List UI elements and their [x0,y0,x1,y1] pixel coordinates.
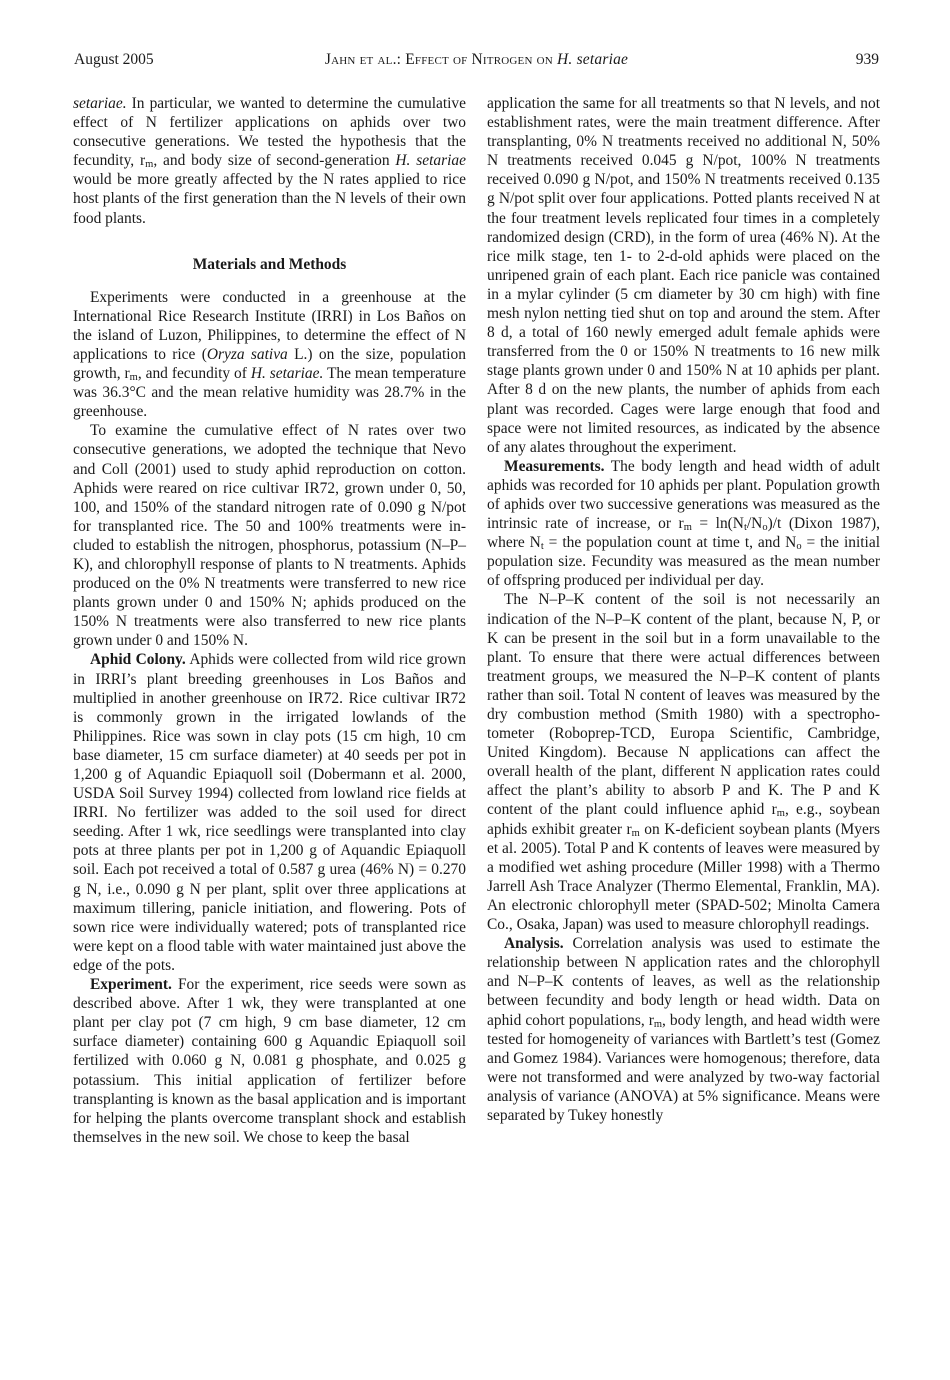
npk-text-c: on K-deficient soybean plants (Myers et al. 2005). Total P and K contents of leaves were measured by a modified wet ashing procedure (Miller 1998) with a Thermo Jarrell Ash Trace Analyzer (Thermo Elemental, Franklin, MA). An electronic chlorophyll meter (SPAD-502; Minolta Camera Co., Osaka, Japan) was used to measure chlorophyll readings. [487,820,880,934]
header-date: August 2005 [74,51,154,68]
measurements-heading: Measurements. [504,457,605,475]
measurements-sub-o1: o [762,522,768,534]
aphid-colony-text: Aphids were collected from wild rice grown in IRRI’s plant breeding greenhouses in Los Baños and multiplied in another greenhouse on IR72. Rice cultivar IR72 is commonly grown in the irrigated lowlands of the Philippines. Rice was sown in clay pots (15 cm high, 10 cm base diameter, 15 cm surface diameter) at 40 seeds per pot in 1,200 g of Aquandic Epiaquoll soil (Dobermann et al. 2000, USDA Soil Survey 1994) collected from lowland rice fields at IRRI. No fertilizer was added to the soil used for direct seeding. After 1 wk, rice seedlings were transplanted into clay pots at three plants per pot in 1,200 g of Aquandic Epiaquoll soil. Each pot received a total of 0.587 g urea (46% N) = 0.270 g N, i.e., 0.090 g N per plant, split over three applications at maximum tillering, panicle initiation, and flowering. Pots of sown rice were individually watered; pots of transplanted rice were kept on a flood table with water maintained just above the edge of the pots. [73,651,466,974]
measurements-text-c: /N [746,515,763,533]
section-heading-materials-methods: Materials and Methods [192,255,347,273]
header-authors: Jahn et al.: Effect of Nitrogen on [324,51,558,68]
methods-p1-text-c: , and fecundity of [137,365,251,383]
header-species: H. setariae [557,51,629,68]
intro-italic-start: setariae. [73,95,127,112]
intro-italic-species: H. setariae [395,152,466,170]
intro-paragraph [73,94,466,228]
measurements-text-b: = ln(N [691,515,744,533]
methods-p1-text-b: L.) on the size, population growth, r [73,345,466,383]
measurements-sub-m: m [683,522,692,534]
measurements-sub-t1: t [743,522,747,534]
aphid-colony-paragraph [73,650,466,975]
intro-text-c: would be more greatly affected by the N rates applied to rice host plants of the first generation than the N levels of their own food plants. [73,171,466,227]
npk-sub-m1: m [776,808,785,820]
experiment-continued-paragraph: application the same for all treatments so that N levels, and not establishment rates, were the main treatment difference. After transplanting, 0% N treatments received no additional N, 50% N treatments received 0.045 g N/pot, 100% N treatments received 0.090 g N/pot, and 150% N treatments received 0.135 g N/pot split over four applications. Potted plants received N at the four treatment levels replicated four times in a completely randomized design (CRD), in the form of urea (46% N). At the rice milk stage, ten 1- to 2-d-old aphids were placed on the unripened grain of each plant. Each rice panicle was contained in a mylar cylinder (5 cm diameter by 30 cm high) with fine mesh nylon netting tied shut on top and around the stem. After 8 d, a total of 160 newly emerged adult female aphids were transferred from the 0 or 150% N treatments to 16 new milk stage plants grown under 0 and 150% N at 10 aphids per plant. After 8 d on the new plants, the number of aphids from each plant was recorded. Cages were large enough that food and space were not limited resources, as indicated by the absence of any alates throughout the experiment. [487,95,880,456]
npk-paragraph [487,590,880,934]
methods-p1-italic-species: Oryza sativa [206,345,288,363]
npk-sub-m2: m [631,827,640,839]
measurements-text-d: )/t (Dixon 1987), where N [487,515,880,552]
intro-sub-m: m [145,159,154,171]
npk-text-a: The N–P–K content of the soil is not necessarily an indication of the N–P–K content of the plant, because N, P, or K can be present in the soil but in a form unavailable to the plant. To ensure that there were actual differences between treatment groups, we measured the N–P–K content of plants rather than soil. Total N content of leaves was measured by the dry combustion method (Smith 1980) with a spectrophotometer (Roboprep-TCD, Europa Scientific, Cambridge, United Kingdom). Because N applications can affect the overall health of the plant, different N application rates could affect the plant’s ability to absorb P and K. The P and K content of the plant could influence aphid r [487,591,880,819]
methods-paragraph-1 [73,288,466,422]
measurements-text-a: The body length and head width of adult aphids was recorded for 10 aphids per plant. Population growth of aphids over two successive generations was measured as the intrinsic rate of increase, or r [487,457,880,533]
measurements-sub-o2: o [796,541,802,553]
header-page-number: 939 [855,51,879,68]
measurements-text-e: = the population count at time t, and N [543,534,797,552]
experiment-text: For the experiment, rice seeds were sown as described above. After 1 wk, they were transplanted at one plant per clay pot (7 cm high, 9 cm base diameter, 12 cm surface diameter) containing 600 g Aquandic Epiaquoll soil fertilized with 0.060 g N, 0.081 g phosphate, and 0.025 g potassium. This initial application of fertilizer before transplanting is known as the basal application and is important for helping the plants overcome transplant shock and establish themselves in the new soil. We chose to keep the basal [73,976,466,1146]
analysis-sub-m: m [653,1018,663,1030]
analysis-text-b: , body length, and head width were tested for homogeneity of variances with Bartlett’s test (Gomez and Gomez 1984). Variances were homogenous; therefore, data were not transformed and were analyzed by two-way factorial analysis of variance (ANOVA) at 5% significance. Means were separated by Tukey honestly [487,1011,880,1124]
measurements-text-f: = the initial population size. Fecundity was measured as the mean number of offspring produced per individual per day. [487,534,880,590]
intro-text-a: In particular, we wanted to determine the cumulative effect of N fertilizer applications on aphids over two consecutive generations. We tested the hypothesis that the fecundity, r [73,95,466,170]
npk-text-b: , e.g., soybean aphids exhibit greater r [487,801,880,838]
methods-p1-sub-m: m [129,372,138,384]
methods-paragraph-2: To examine the cumulative effect of N rates over two consecutive generations, we adopted the technique that Nevo and Coll (2001) used to study aphid reproduction on cotton. Aphids were reared on rice cultivar IR72, grown under 0, 50, 100, and 150% of the standard nitrogen rate of 0.090 g N/pot for transplanted rice. The 50 and 100% treatments were included to establish the nitrogen, phosphorus, potassium (N–P–K), and chlorophyll response of plants to N treatments. Aphids produced on the 0% N treatments were transferred to new rice plants grown under 0 and 150% N; aphids produced on the 150% N treatments were also transferred to new rice plants grown under 0 and 150% N. [73,422,466,650]
analysis-text-a: Correlation analysis was used to estimate the relationship between N application rates and the chlorophyll and N–P–K contents of leaves, as well as the relationship between fecundity and body length or head width. Data on aphid cohort populations, r [487,935,880,1029]
intro-text-b: , and body size of second-generation [153,152,396,170]
methods-p1-text-d: The mean temperature was 36.3°C and the mean relative humidity was 28.7% in the greenhouse. [73,365,466,421]
running-header [74,50,879,72]
analysis-paragraph [487,934,880,1125]
measurements-paragraph [487,457,880,591]
right-column [487,94,880,1125]
header-title [74,50,879,70]
experiment-paragraph [73,975,466,1147]
left-column [73,94,466,1147]
experiment-heading: Experiment. [90,976,172,994]
methods-p1-text-a: Experiments were conducted in a greenhouse at the International Rice Research Institute (IRRI) in Los Baños on the island of Luzon, Philippines, to determine the effect of N applications to rice ( [73,288,466,363]
methods-p1-italic-aphid: H. setariae. [250,365,324,383]
aphid-colony-heading: Aphid Colony. [90,651,186,669]
measurements-sub-t2: t [540,541,544,553]
analysis-heading: Analysis. [504,935,564,953]
